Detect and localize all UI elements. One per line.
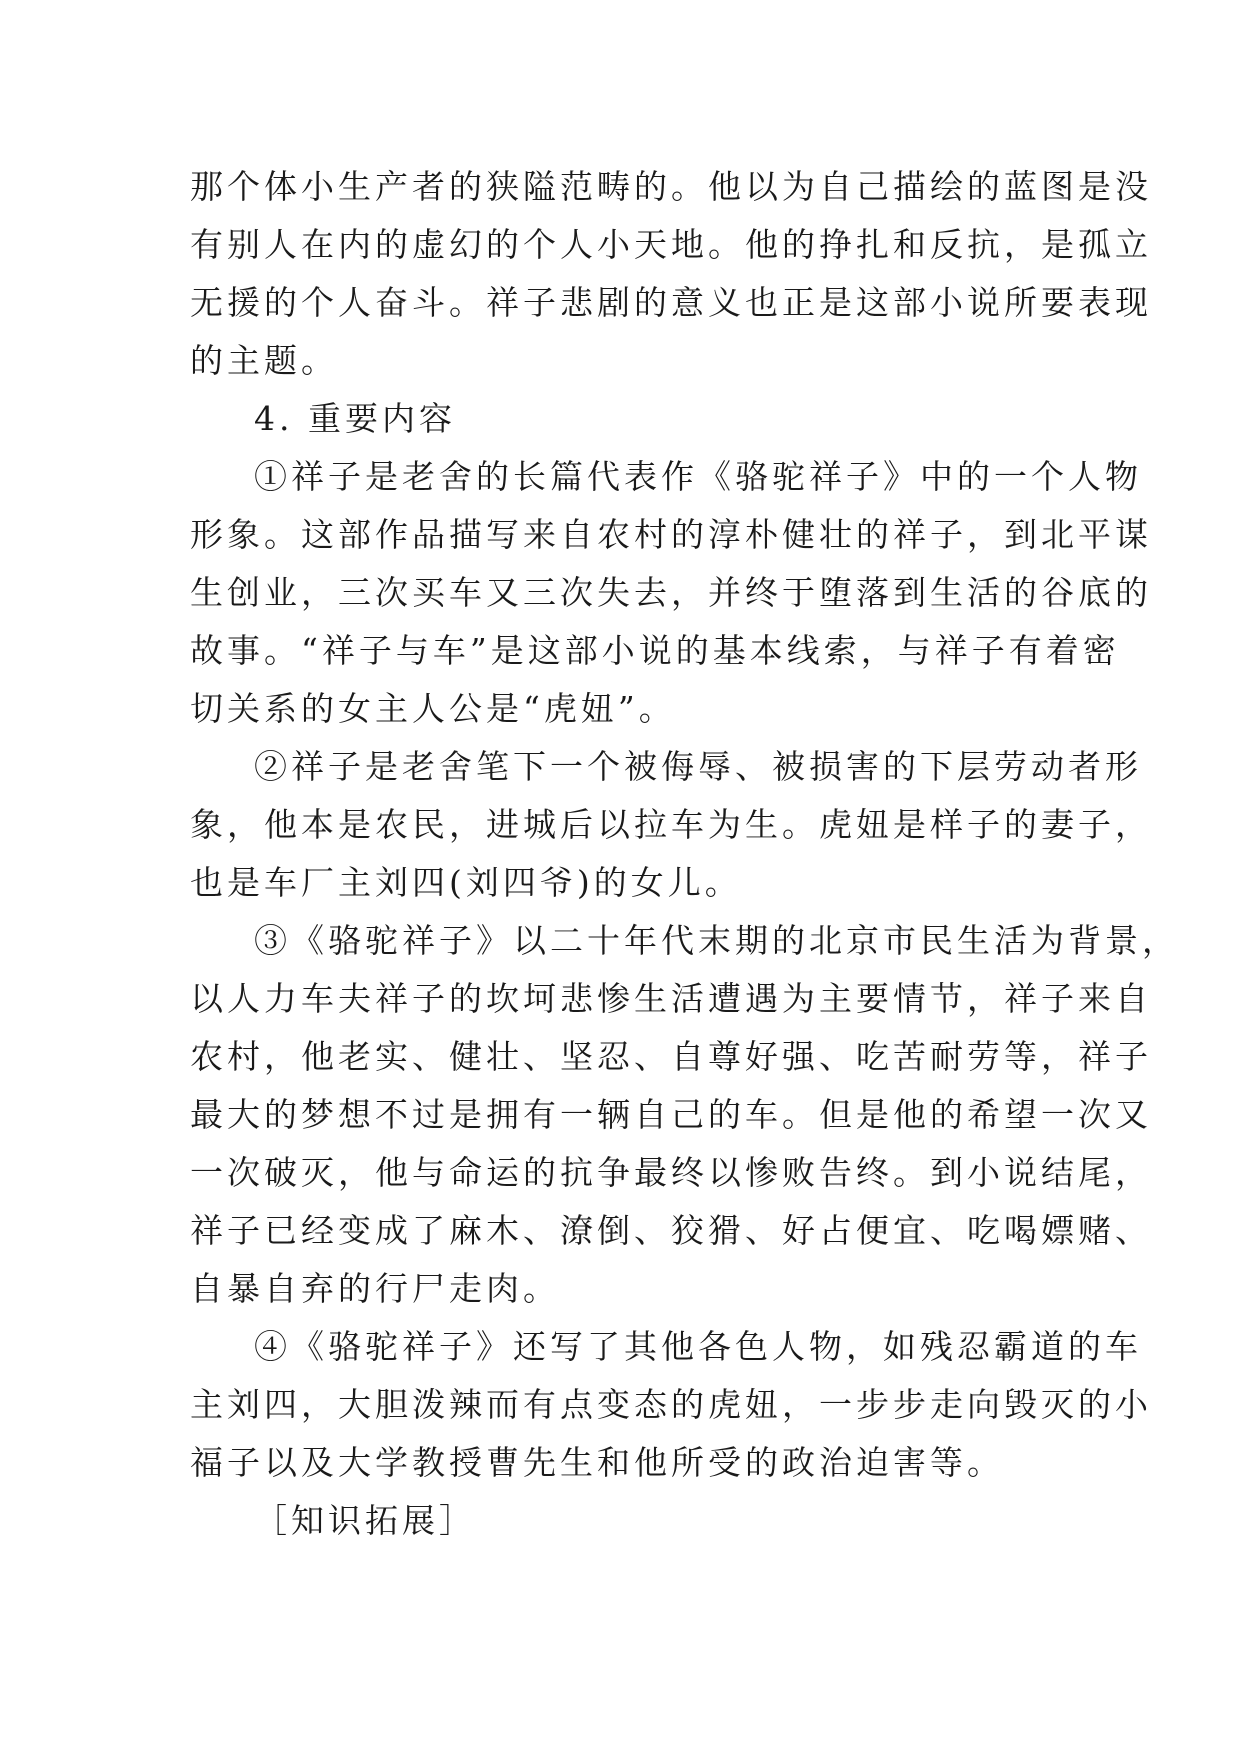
text-line: 福子以及大学教授曹先生和他所受的政治迫害等。 [190, 1443, 1004, 1482]
text-line: 也是车厂主刘四(刘四爷)的女儿。 [190, 863, 742, 902]
paragraph-item-2 [190, 738, 1152, 912]
paragraph-item-4 [190, 1318, 1152, 1492]
text-line: ②祥子是老舍笔下一个被侮辱、被损害的下层劳动者形 [254, 747, 1142, 786]
text-line: 一次破灭，他与命运的抗争最终以惨败告终。到小说结尾， [190, 1153, 1152, 1192]
paragraph-continuation [190, 158, 1152, 390]
text-line: 祥子已经变成了麻木、潦倒、狡猾、好占便宜、吃喝嫖赌、 [190, 1211, 1152, 1250]
text-line: 形象。这部作品描写来自农村的淳朴健壮的祥子，到北平谋 [190, 515, 1152, 554]
heading-knowledge-extension: ［知识拓展］ [254, 1501, 476, 1540]
text-line: 农村，他老实、健壮、坚忍、自尊好强、吃苦耐劳等，祥子 [190, 1037, 1152, 1076]
text-line: 最大的梦想不过是拥有一辆自己的车。但是他的希望一次又 [190, 1095, 1152, 1134]
text-line: 无援的个人奋斗。祥子悲剧的意义也正是这部小说所要表现 [190, 283, 1152, 322]
paragraph-item-1 [190, 448, 1152, 738]
text-line: 以人力车夫祥子的坎坷悲惨生活遭遇为主要情节，祥子来自 [190, 979, 1152, 1018]
text-line: ③《骆驼祥子》以二十年代末期的北京市民生活为背景， [254, 921, 1179, 960]
text-line: 那个体小生产者的狭隘范畴的。他以为自己描绘的蓝图是没 [190, 167, 1152, 206]
text-line: ①祥子是老舍的长篇代表作《骆驼祥子》中的一个人物 [254, 457, 1142, 496]
text-line: 生创业，三次买车又三次失去，并终于堕落到生活的谷底的 [190, 573, 1152, 612]
section-heading-knowledge [190, 1492, 1070, 1550]
text-line: 主刘四，大胆泼辣而有点变态的虎妞，一步步走向毁灭的小 [190, 1385, 1152, 1424]
heading-important-content: 4. 重要内容 [254, 399, 456, 438]
text-line: 有别人在内的虚幻的个人小天地。他的挣扎和反抗，是孤立 [190, 225, 1152, 264]
text-line: 的主题。 [190, 341, 338, 380]
text-line: 切关系的女主人公是“虎妞”。 [190, 689, 676, 728]
document-body [190, 158, 1179, 1550]
text-line: 自暴自弃的行尸走肉。 [190, 1269, 560, 1308]
paragraph-item-3 [190, 912, 1179, 1318]
text-line: 故事。“祥子与车”是这部小说的基本线索，与祥子有着密 [190, 631, 1120, 670]
section-heading [190, 390, 1070, 448]
text-line: ④《骆驼祥子》还写了其他各色人物，如残忍霸道的车 [254, 1327, 1142, 1366]
text-line: 象，他本是农民，进城后以拉车为生。虎妞是样子的妻子， [190, 805, 1152, 844]
